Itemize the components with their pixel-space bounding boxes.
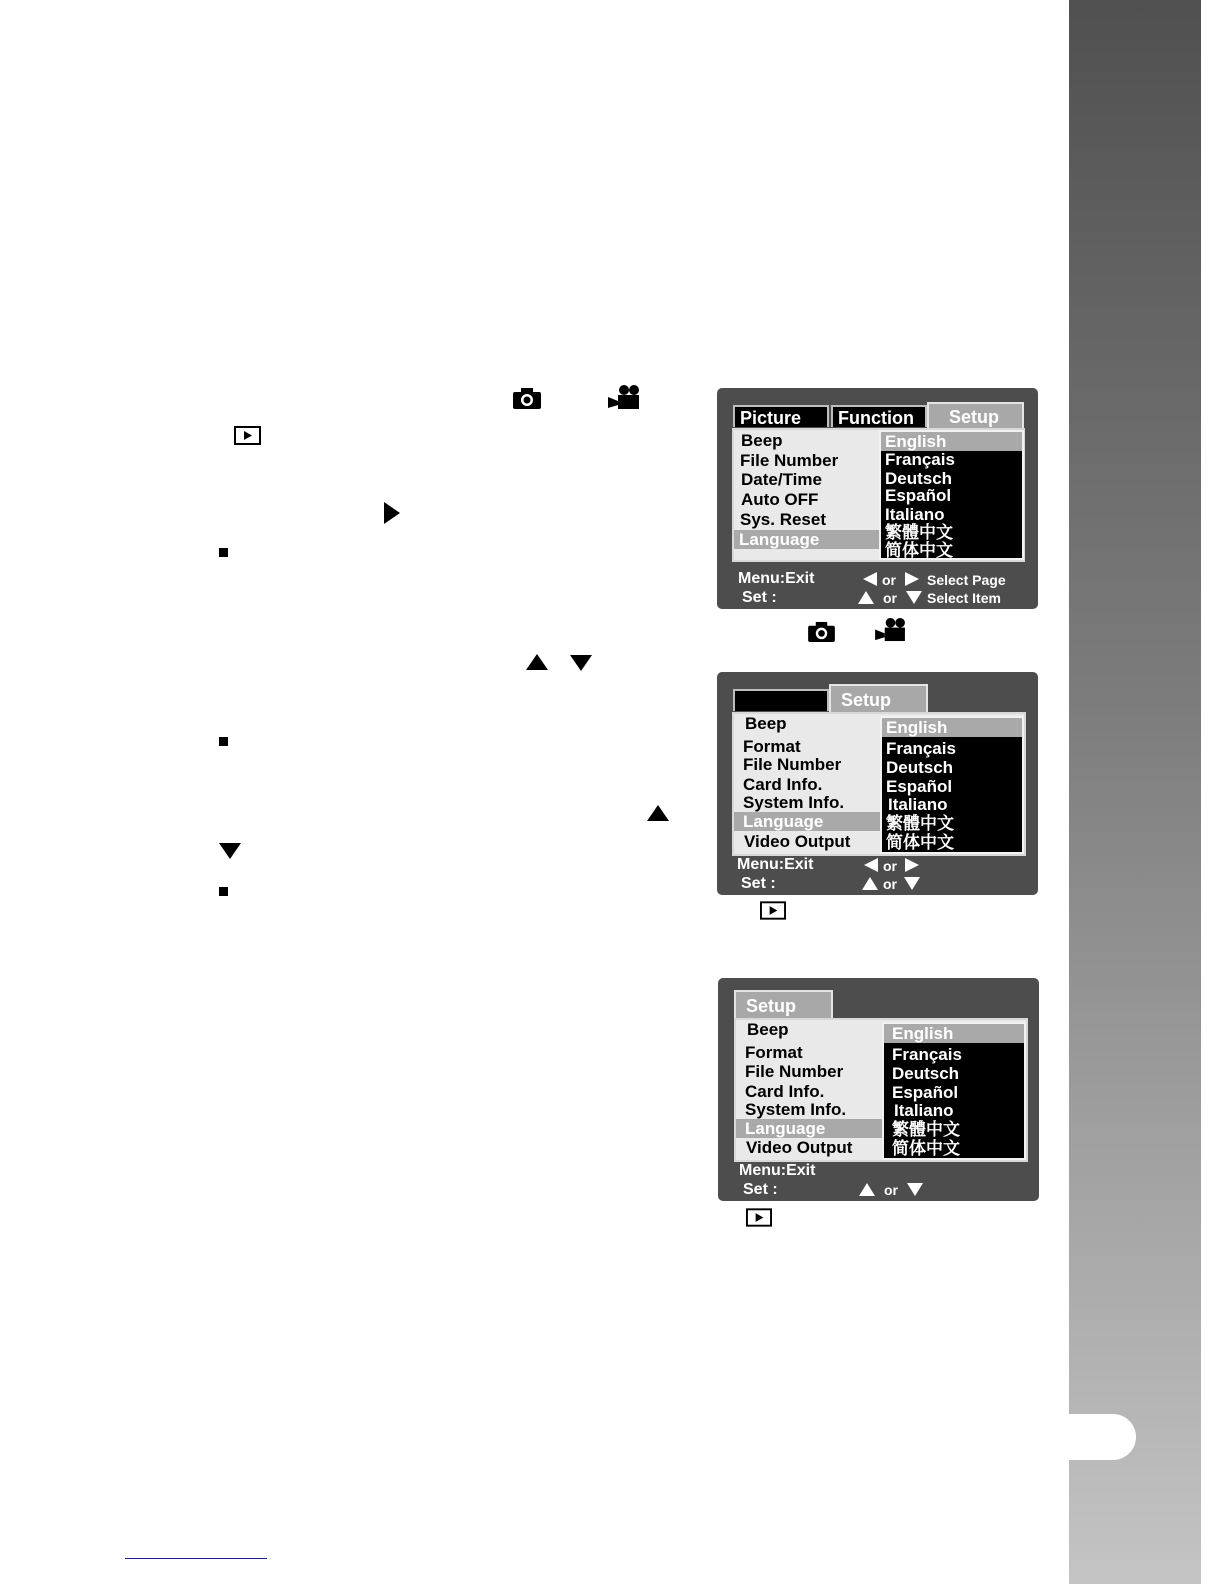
- footer-or: or: [883, 858, 897, 874]
- arrow-right-icon: [905, 858, 919, 872]
- language-option-italiano: Italiano: [894, 1101, 954, 1120]
- footer-or: or: [884, 1182, 898, 1198]
- arrow-down-icon: [904, 877, 920, 890]
- arrow-right-icon: [905, 572, 919, 586]
- menu-item-video-output: Video Output: [746, 1138, 853, 1157]
- menu-item-date-time: Date/Time: [741, 470, 822, 489]
- menu-item-beep: Beep: [747, 1020, 789, 1039]
- tab-setup: Setup: [829, 684, 928, 712]
- language-option-espanol: Español: [885, 486, 952, 505]
- menu-item-language: Language: [734, 812, 880, 831]
- arrow-left-icon: [864, 858, 878, 872]
- footer-select-item: Select Item: [927, 590, 1001, 606]
- playback-icon: [760, 901, 786, 920]
- language-option-traditional-chinese: 繁體中文: [885, 523, 953, 542]
- language-list: [880, 716, 1024, 854]
- language-option-italiano: Italiano: [885, 505, 945, 524]
- language-option-simplified-chinese: 简体中文: [886, 833, 954, 852]
- language-option-simplified-chinese: 简体中文: [885, 541, 953, 560]
- tab-setup: Setup: [927, 402, 1024, 428]
- arrow-up-icon: [647, 805, 669, 821]
- footer-set: Set :: [743, 1181, 778, 1198]
- menu-item-file-number: File Number: [745, 1062, 844, 1081]
- arrow-up-icon: [526, 654, 548, 670]
- menu-item-system-info: System Info.: [743, 793, 845, 812]
- lcd-screen-setup-menu-3: [718, 978, 1039, 1201]
- tab-blank: [733, 689, 829, 711]
- arrow-down-icon: [219, 843, 241, 859]
- menu-item-language: Language: [734, 530, 879, 549]
- footer-or: or: [883, 876, 897, 892]
- language-option-italiano: Italiano: [888, 795, 948, 814]
- footer-menu-exit: Menu:Exit: [739, 1162, 816, 1179]
- tab-setup: Setup: [734, 990, 833, 1018]
- language-option-deutsch: Deutsch: [892, 1064, 960, 1083]
- language-option-espanol: Español: [886, 777, 953, 796]
- arrow-left-icon: [863, 572, 877, 586]
- menu-panel: [732, 712, 1026, 856]
- playback-icon: [234, 426, 261, 445]
- camera-icon: [808, 621, 835, 642]
- footer-or: or: [882, 572, 896, 588]
- footer-rule: [125, 1558, 267, 1559]
- footer-select-page: Select Page: [927, 572, 1006, 588]
- lcd-screen-setup-menu-2: [717, 672, 1038, 895]
- arrow-up-icon: [859, 1183, 875, 1196]
- bullet-square-icon: [219, 887, 228, 896]
- menu-item-system-info: System Info.: [745, 1100, 847, 1119]
- page-number-tab: [1069, 1414, 1136, 1460]
- language-option-english: English: [884, 1024, 1024, 1043]
- camera-icon: [513, 387, 541, 409]
- language-list: [882, 1022, 1026, 1160]
- arrow-up-icon: [858, 591, 874, 604]
- arrow-down-icon: [907, 1183, 923, 1196]
- menu-item-language: Language: [736, 1119, 882, 1138]
- language-option-francais: Français: [886, 739, 956, 758]
- language-option-espanol: Español: [892, 1083, 959, 1102]
- footer-menu-exit: Menu:Exit: [738, 570, 815, 587]
- menu-item-format: Format: [745, 1043, 803, 1062]
- language-option-traditional-chinese: 繁體中文: [886, 814, 954, 833]
- language-option-deutsch: Deutsch: [886, 758, 954, 777]
- bullet-square-icon: [219, 548, 228, 557]
- movie-camera-icon: [875, 617, 906, 642]
- footer-set: Set :: [742, 589, 777, 606]
- menu-panel: [732, 428, 1025, 562]
- footer-or: or: [883, 590, 897, 606]
- language-option-deutsch: Deutsch: [885, 469, 953, 488]
- tab-picture: Picture: [733, 405, 829, 427]
- language-list: [879, 430, 1024, 560]
- footer-menu-exit: Menu:Exit: [737, 856, 814, 873]
- menu-item-auto-off: Auto OFF: [741, 490, 819, 509]
- arrow-down-icon: [570, 655, 592, 671]
- menu-item-card-info: Card Info.: [745, 1082, 825, 1101]
- lcd-screen-setup-menu-1: [717, 388, 1038, 609]
- tab-function: Function: [831, 405, 927, 427]
- arrow-down-icon: [906, 591, 922, 604]
- language-option-francais: Français: [885, 450, 955, 469]
- menu-item-card-info: Card Info.: [743, 775, 823, 794]
- arrow-right-icon: [384, 502, 400, 524]
- side-chapter-bar: [1069, 0, 1201, 1584]
- language-option-francais: Français: [892, 1045, 962, 1064]
- language-option-simplified-chinese: 简体中文: [892, 1139, 960, 1158]
- playback-icon: [746, 1208, 772, 1227]
- arrow-up-icon: [862, 877, 878, 890]
- menu-item-file-number: File Number: [743, 755, 842, 774]
- movie-camera-icon: [608, 384, 640, 410]
- menu-item-format: Format: [743, 737, 801, 756]
- language-option-traditional-chinese: 繁體中文: [892, 1120, 960, 1139]
- footer-set: Set :: [741, 875, 776, 892]
- menu-item-beep: Beep: [741, 431, 783, 450]
- menu-item-video-output: Video Output: [744, 832, 851, 851]
- menu-item-sys-reset: Sys. Reset: [740, 510, 826, 529]
- bullet-square-icon: [219, 737, 228, 746]
- language-option-english: English: [881, 432, 1022, 451]
- language-option-english: English: [882, 718, 1022, 737]
- menu-item-beep: Beep: [745, 714, 787, 733]
- menu-panel: [734, 1018, 1028, 1162]
- menu-item-file-number: File Number: [740, 451, 839, 470]
